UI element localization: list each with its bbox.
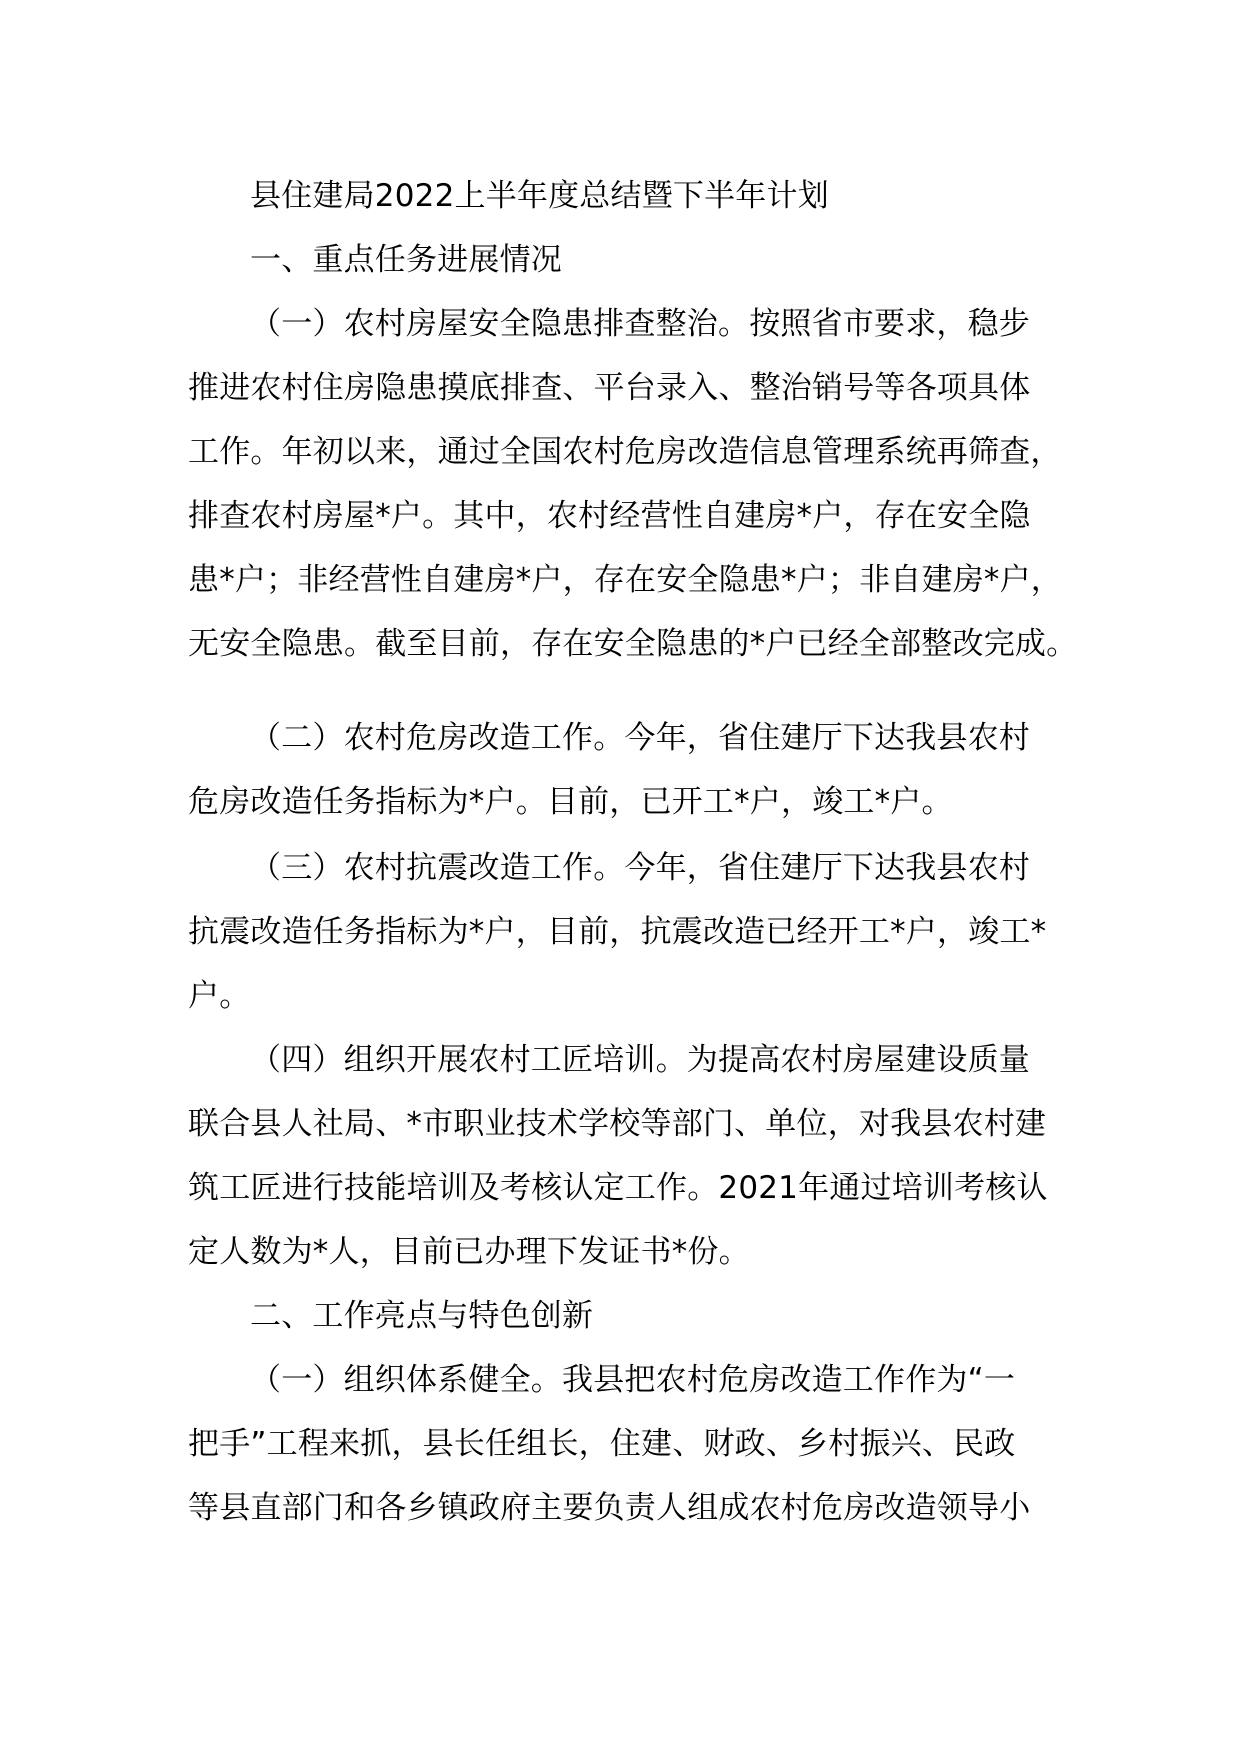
- paragraph-line: 定人数为*人，目前已办理下发证书*份。: [188, 1234, 750, 1270]
- paragraph-line: （二）农村危房改造工作。今年，省住建厅下达我县农村: [250, 720, 1030, 756]
- paragraph-line: 无安全隐患。截至目前，存在安全隐患的*户已经全部整改完成。: [188, 626, 1078, 662]
- paragraph-line: 患*户；非经营性自建房*户，存在安全隐患*户；非自建房*户，: [188, 562, 1062, 598]
- paragraph-line: 筑工匠进行技能培训及考核认定工作。2021年通过培训考核认: [188, 1170, 1048, 1206]
- paragraph-line: 工作。年初以来，通过全国农村危房改造信息管理系统再筛查，: [188, 434, 1062, 470]
- paragraph-line: 推进农村住房隐患摸底排查、平台录入、整治销号等各项具体: [188, 370, 1031, 406]
- document-title: 县住建局2022上半年度总结暨下半年计划: [250, 178, 829, 214]
- paragraph-line: 户。: [188, 978, 251, 1014]
- paragraph-line: （三）农村抗震改造工作。今年，省住建厅下达我县农村: [250, 850, 1030, 886]
- paragraph-line: 等县直部门和各乡镇政府主要负责人组成农村危房改造领导小: [188, 1490, 1031, 1526]
- paragraph-line: 危房改造任务指标为*户。目前，已开工*户，竣工*户。: [188, 784, 953, 820]
- paragraph-line: 联合县人社局、*市职业技术学校等部门、单位，对我县农村建: [188, 1106, 1047, 1142]
- paragraph-line: 抗震改造任务指标为*户，目前，抗震改造已经开工*户，竣工*: [188, 914, 1047, 950]
- section-heading-1: 一、重点任务进展情况: [250, 242, 562, 278]
- paragraph-line: 排查农村房屋*户。其中，农村经营性自建房*户，存在安全隐: [188, 498, 1031, 534]
- section-heading-2: 二、工作亮点与特色创新: [250, 1298, 594, 1334]
- paragraph-line: 把手”工程来抓，县长任组长，住建、财政、乡村振兴、民政: [188, 1426, 1016, 1462]
- paragraph-line: （四）组织开展农村工匠培训。为提高农村房屋建设质量: [250, 1042, 1030, 1078]
- paragraph-line: （一）组织体系健全。我县把农村危房改造工作作为“一: [250, 1362, 1016, 1398]
- paragraph-line: （一）农村房屋安全隐患排查整治。按照省市要求，稳步: [250, 306, 1030, 342]
